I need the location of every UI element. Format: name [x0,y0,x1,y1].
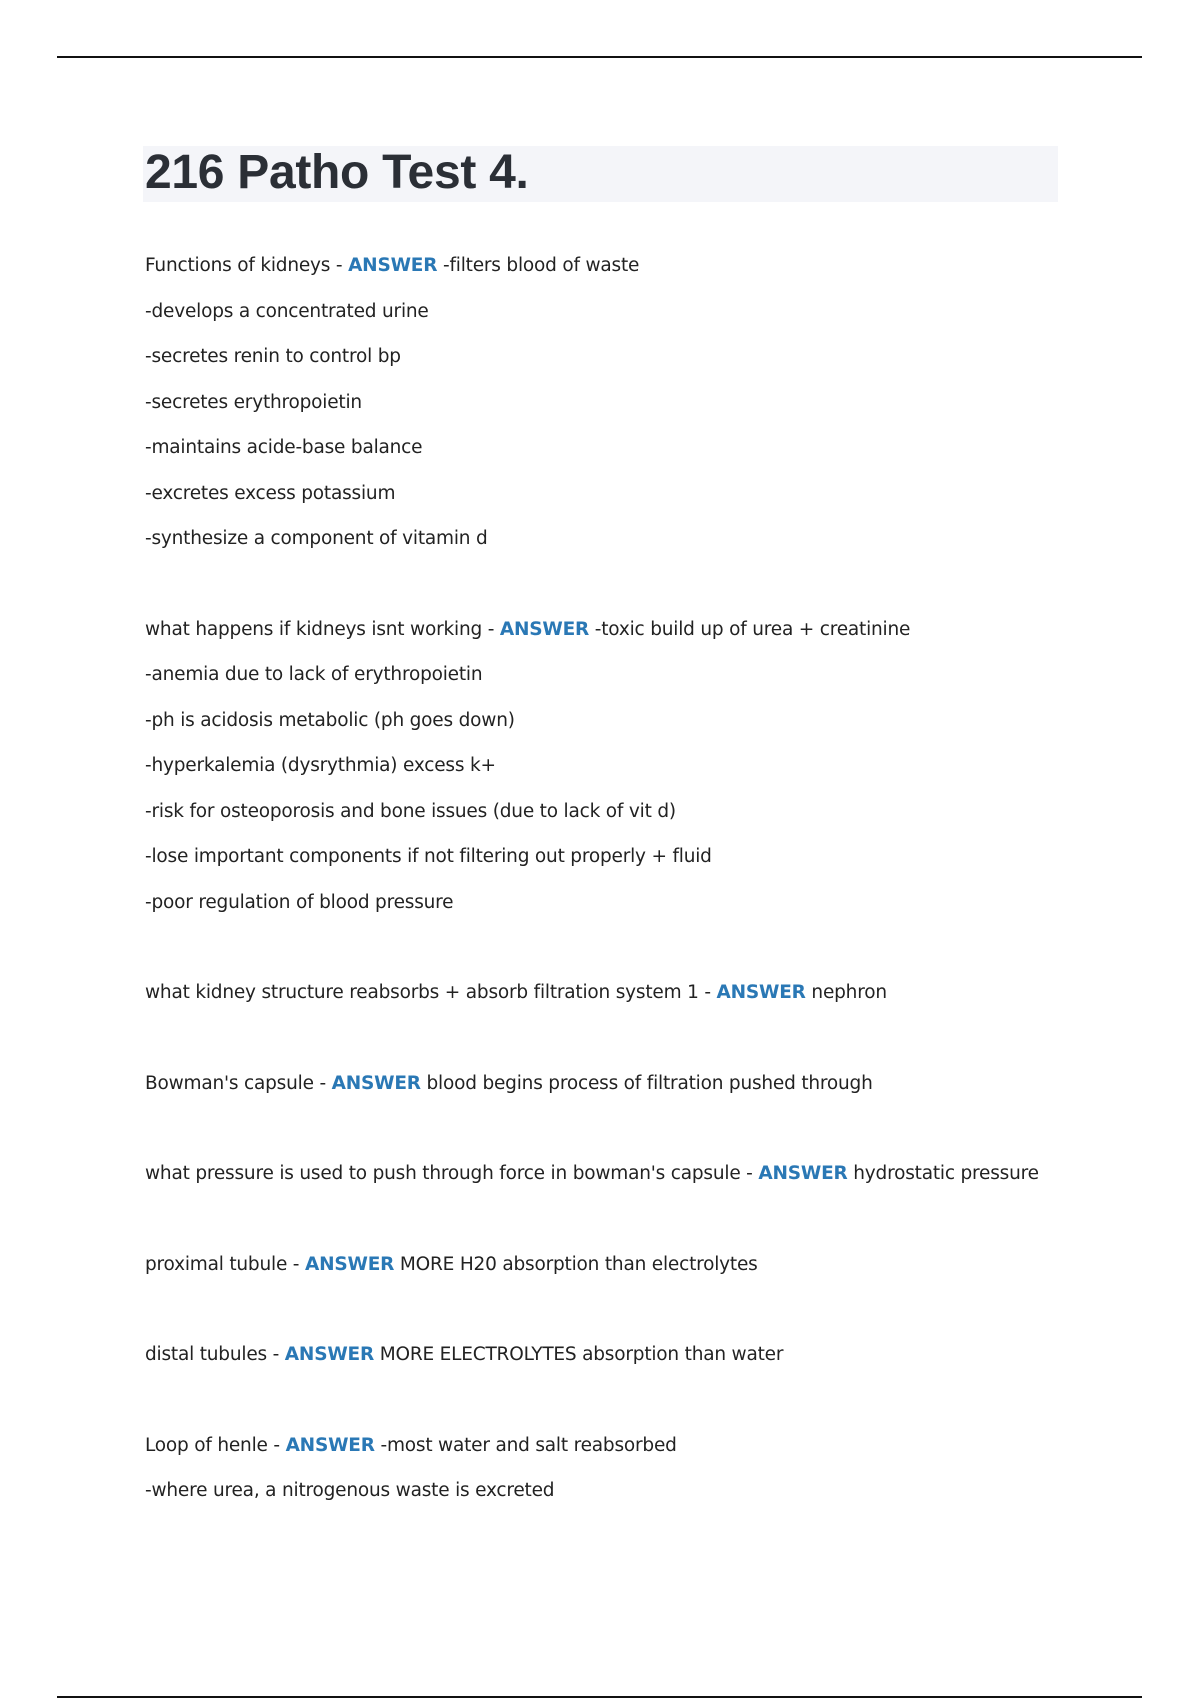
qa-question-line [145,1332,1065,1378]
qa-entry [145,1423,1065,1514]
answer-detail-line: -excretes excess potassium [145,482,396,504]
answer-label: ANSWER [348,255,438,276]
answer-detail-line: -poor regulation of blood pressure [145,891,454,913]
qa-entry [145,607,1065,926]
qa-question-line [145,607,1065,653]
qa-entry [145,1061,1065,1107]
qa-entry [145,243,1065,562]
document-title: 216 Patho Test 4. [145,146,529,199]
answer-text: -most water and salt reabsorbed [380,1434,677,1456]
answer-text: hydrostatic pressure [853,1163,1039,1184]
answer-label: ANSWER [285,1434,375,1456]
answer-detail-line: -secretes erythropoietin [145,391,362,413]
qa-question-line [145,970,1065,1016]
answer-detail-line: -hyperkalemia (dysrythmia) excess k+ [145,755,496,776]
question-text: Bowman's capsule - [145,1072,326,1094]
answer-text: -filters blood of waste [442,255,640,276]
answer-text: MORE H20 absorption than electrolytes [399,1253,758,1275]
qa-list [145,243,1065,1559]
qa-entry [145,1242,1065,1288]
answer-detail-line: -ph is acidosis metabolic (ph goes down) [145,709,515,731]
question-text: Functions of kidneys - [145,255,343,276]
question-text: what happens if kidneys isnt working - [145,618,495,640]
answer-label: ANSWER [758,1163,848,1184]
answer-text: MORE ELECTROLYTES absorption than water [379,1344,784,1365]
header-rule [57,56,1142,58]
answer-detail-line: -lose important components if not filtering out properly + fluid [145,846,712,867]
answer-text: nephron [811,982,887,1003]
answer-detail-line: -maintains acide-base balance [145,437,423,458]
qa-entry [145,970,1065,1016]
answer-detail-line: -secretes renin to control bp [145,346,401,367]
question-text: proximal tubule - [145,1253,300,1275]
question-text: what kidney structure reabsorbs + absorb filtration system 1 - [145,982,711,1003]
answer-detail-line: -where urea, a nitrogenous waste is excreted [145,1480,555,1501]
answer-detail-line: -anemia due to lack of erythropoietin [145,664,483,685]
question-text: Loop of henle - [145,1434,280,1456]
qa-question-line [145,1242,1065,1288]
qa-entry [145,1151,1065,1197]
answer-label: ANSWER [284,1344,375,1365]
qa-question-line [145,1423,1065,1469]
qa-question-line [145,1061,1065,1107]
answer-label: ANSWER [499,618,590,640]
qa-entry [145,1332,1065,1378]
footer-rule [57,1696,1142,1698]
answer-text: -toxic build up of urea + creatinine [594,618,911,640]
answer-label: ANSWER [331,1072,421,1094]
answer-detail-line: -synthesize a component of vitamin d [145,528,488,549]
answer-detail-line: -develops a concentrated urine [145,300,429,322]
answer-detail-line: -risk for osteoporosis and bone issues (due to lack of vit d) [145,800,676,822]
answer-label: ANSWER [304,1253,395,1275]
qa-question-line [145,1151,1065,1197]
qa-question-line [145,243,1065,289]
answer-text: blood begins process of filtration pushed through [426,1072,873,1094]
question-text: distal tubules - [145,1344,280,1365]
question-text: what pressure is used to push through force in bowman's capsule - [145,1163,753,1184]
answer-label: ANSWER [716,982,806,1003]
